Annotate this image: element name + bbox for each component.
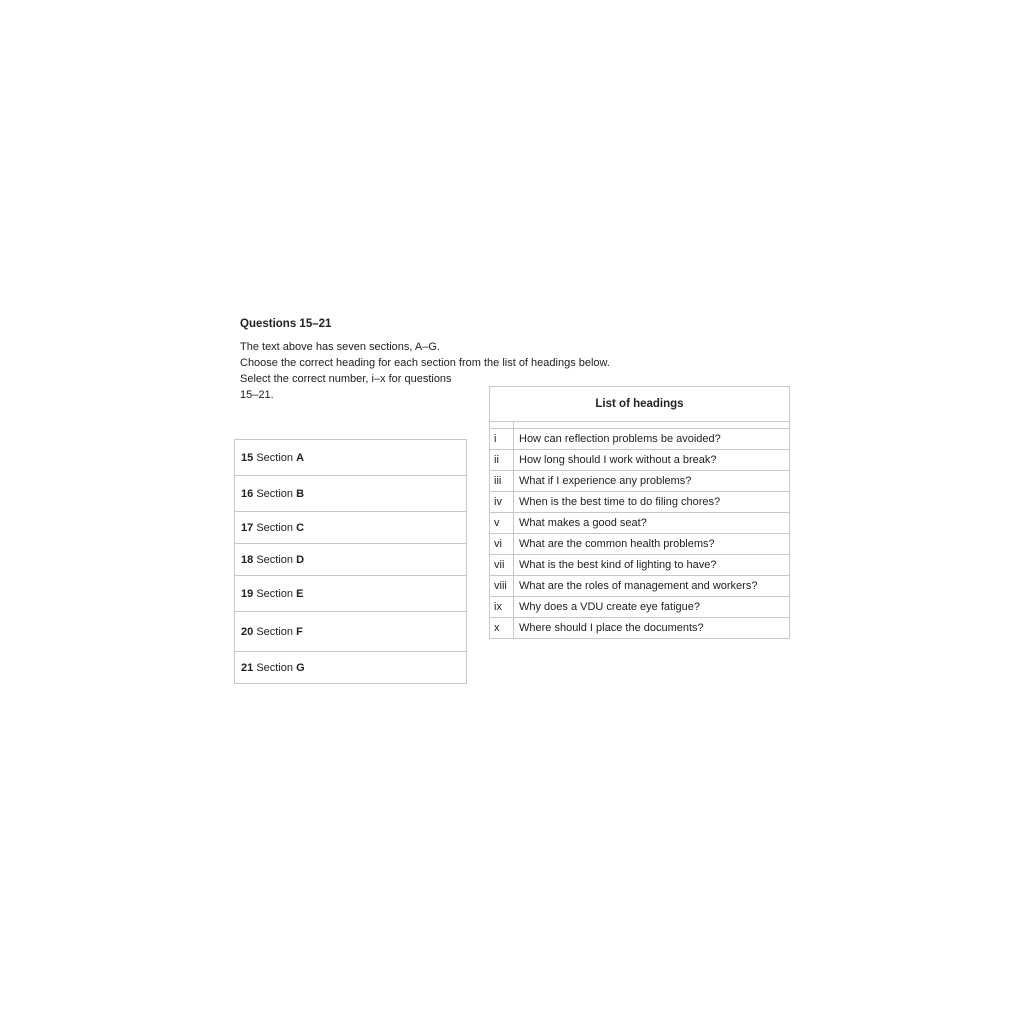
heading-text: How can reflection problems be avoided? — [514, 429, 790, 450]
questions-title: Questions 15–21 — [240, 318, 332, 330]
heading-text — [514, 422, 790, 429]
instruction-line: Select the correct number, i–x for questions — [240, 373, 452, 385]
section-letter: B — [296, 487, 305, 500]
section-cell — [235, 440, 467, 476]
section-cell — [235, 544, 467, 576]
heading-row — [490, 513, 790, 534]
numeral-cell — [490, 422, 514, 429]
section-label: Section — [256, 625, 294, 638]
headings-header-row — [490, 387, 790, 422]
heading-text: How long should I work without a break? — [514, 450, 790, 471]
section-cell — [235, 512, 467, 544]
section-row — [235, 544, 467, 576]
section-label: Section — [256, 587, 294, 600]
heading-row — [490, 429, 790, 450]
section-label: Section — [256, 487, 294, 500]
question-number: 16 — [241, 487, 254, 500]
section-label: Section — [256, 553, 294, 566]
heading-text: Why does a VDU create eye fatigue? — [514, 597, 790, 618]
heading-row — [490, 534, 790, 555]
instruction-line: Choose the correct heading for each section from the list of headings below. — [240, 357, 610, 369]
section-label: Section — [256, 661, 294, 674]
numeral-cell: viii — [490, 576, 514, 597]
heading-text: What is the best kind of lighting to have? — [514, 555, 790, 576]
section-label: Section — [256, 521, 294, 534]
heading-text: What if I experience any problems? — [514, 471, 790, 492]
section-row — [235, 576, 467, 612]
question-number: 20 — [241, 625, 254, 638]
section-cell — [235, 576, 467, 612]
section-row — [235, 440, 467, 476]
section-row — [235, 476, 467, 512]
section-cell — [235, 476, 467, 512]
heading-row — [490, 576, 790, 597]
heading-row — [490, 597, 790, 618]
question-number: 15 — [241, 451, 254, 464]
numeral-cell: vii — [490, 555, 514, 576]
section-row — [235, 512, 467, 544]
section-cell — [235, 652, 467, 684]
section-letter: F — [296, 625, 303, 638]
section-letter: C — [296, 521, 305, 534]
heading-row — [490, 492, 790, 513]
section-letter: D — [296, 553, 305, 566]
heading-text: What are the common health problems? — [514, 534, 790, 555]
numeral-cell: ix — [490, 597, 514, 618]
section-letter: E — [296, 587, 304, 600]
heading-row — [490, 450, 790, 471]
section-cell — [235, 612, 467, 652]
headings-gap-row — [490, 422, 790, 429]
numeral-cell: ii — [490, 450, 514, 471]
heading-text: Where should I place the documents? — [514, 618, 790, 639]
section-row — [235, 612, 467, 652]
numeral-cell: v — [490, 513, 514, 534]
heading-text: What are the roles of management and workers? — [514, 576, 790, 597]
section-label: Section — [256, 451, 294, 464]
numeral-cell: x — [490, 618, 514, 639]
headings-title: List of headings — [490, 387, 790, 422]
section-letter: G — [296, 661, 305, 674]
question-number: 17 — [241, 521, 254, 534]
numeral-cell: i — [490, 429, 514, 450]
question-number: 18 — [241, 553, 254, 566]
heading-row — [490, 555, 790, 576]
instruction-line: 15–21. — [240, 389, 274, 401]
heading-row — [490, 618, 790, 639]
heading-text: What makes a good seat? — [514, 513, 790, 534]
heading-text: When is the best time to do filing chores? — [514, 492, 790, 513]
section-row — [235, 652, 467, 684]
headings-table — [489, 386, 790, 639]
numeral-cell: iii — [490, 471, 514, 492]
section-letter: A — [296, 451, 305, 464]
question-number: 21 — [241, 661, 254, 674]
numeral-cell: iv — [490, 492, 514, 513]
numeral-cell: vi — [490, 534, 514, 555]
heading-row — [490, 471, 790, 492]
question-number: 19 — [241, 587, 254, 600]
sections-table — [234, 439, 467, 684]
instruction-line: The text above has seven sections, A–G. — [240, 341, 440, 353]
